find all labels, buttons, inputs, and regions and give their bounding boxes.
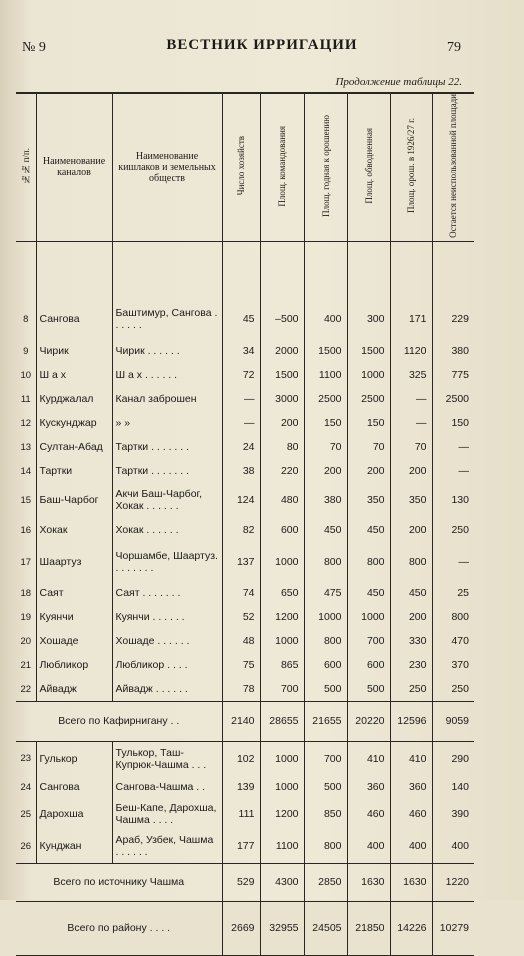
total-district-row: [16, 901, 474, 955]
irrigated-area-value: 171: [390, 299, 432, 339]
remaining-area-value: 290: [432, 741, 474, 775]
watered-area-value: 150: [347, 411, 390, 435]
remaining-area-value: 470: [432, 629, 474, 653]
col-suitable-header: Площ. годная к орошению: [304, 93, 347, 241]
irrigated-area-value: 450: [390, 581, 432, 605]
command-area-value: 200: [260, 411, 304, 435]
command-area-value: 1200: [260, 605, 304, 629]
watered-area-value: 1000: [347, 363, 390, 387]
remaining-area-value: 150: [432, 411, 474, 435]
irrigated-area-value: 350: [390, 483, 432, 517]
watered-area-value: 800: [347, 543, 390, 581]
remaining-area-value: 229: [432, 299, 474, 339]
total-district-label: Всего по району . . . .: [67, 922, 171, 935]
watered-area-value: 350: [347, 483, 390, 517]
village-name: Тулькор, Таш-Купрюк-Чашма . . .: [112, 741, 222, 775]
watered-area-value: 450: [347, 517, 390, 543]
table-row: [16, 339, 474, 363]
total-value: 2669: [222, 901, 260, 955]
irrigated-area-value: 360: [390, 775, 432, 799]
command-area-value: 1100: [260, 829, 304, 863]
irrigated-area-value: 200: [390, 605, 432, 629]
row-number: 16: [20, 524, 32, 536]
row-number: 8: [23, 313, 29, 325]
suitable-area-value: 200: [304, 459, 347, 483]
suitable-area-value: 450: [304, 517, 347, 543]
command-area-value: 1000: [260, 775, 304, 799]
total-chashma-row: [16, 863, 474, 901]
table-row: [16, 483, 474, 517]
row-number: 10: [20, 369, 32, 381]
suitable-area-value: 475: [304, 581, 347, 605]
canal-name: Куянчи: [36, 605, 112, 629]
total-kafirnigan-row: [16, 701, 474, 741]
watered-area-value: 600: [347, 653, 390, 677]
suitable-area-value: 400: [304, 299, 347, 339]
watered-area-value: 1500: [347, 339, 390, 363]
total-value: 24505: [304, 901, 347, 955]
total-value: 2140: [222, 701, 260, 741]
village-name: Тартки . . . . . . .: [112, 459, 222, 483]
total-value: 1630: [347, 863, 390, 901]
total-value: 14226: [390, 901, 432, 955]
village-name: Сангова-Чашма . .: [112, 775, 222, 799]
watered-area-value: 200: [347, 459, 390, 483]
canal-name: Кускунджар: [36, 411, 112, 435]
command-area-value: 865: [260, 653, 304, 677]
canal-name: Султан-Абад: [36, 435, 112, 459]
remaining-area-value: 370: [432, 653, 474, 677]
row-number: 20: [20, 635, 32, 647]
village-name: Чирик . . . . . .: [112, 339, 222, 363]
row-number: 17: [20, 556, 32, 568]
households-value: 78: [222, 677, 260, 701]
remaining-area-value: 775: [432, 363, 474, 387]
table-row: [16, 459, 474, 483]
suitable-area-value: 1000: [304, 605, 347, 629]
total-value: 1630: [390, 863, 432, 901]
table-row: [16, 543, 474, 581]
row-number: 14: [20, 465, 32, 477]
canal-name: Тартки: [36, 459, 112, 483]
canal-name: Курджалал: [36, 387, 112, 411]
issue-number: № 9: [22, 40, 46, 55]
suitable-area-value: 800: [304, 543, 347, 581]
irrigated-area-value: 400: [390, 829, 432, 863]
command-area-value: –500: [260, 299, 304, 339]
suitable-area-value: 1100: [304, 363, 347, 387]
irrigated-area-value: —: [390, 411, 432, 435]
households-value: 137: [222, 543, 260, 581]
irrigated-area-value: 1120: [390, 339, 432, 363]
remaining-area-value: 25: [432, 581, 474, 605]
suitable-area-value: 70: [304, 435, 347, 459]
households-value: 34: [222, 339, 260, 363]
village-name: Ш а х . . . . . .: [112, 363, 222, 387]
table-row: [16, 775, 474, 799]
command-area-value: 1500: [260, 363, 304, 387]
watered-area-value: 500: [347, 677, 390, 701]
households-value: 74: [222, 581, 260, 605]
canal-name: Кунджан: [36, 829, 112, 863]
command-area-value: 1200: [260, 799, 304, 829]
village-name: Тартки . . . . . . .: [112, 435, 222, 459]
page-number: 79: [447, 40, 461, 55]
suitable-area-value: 1500: [304, 339, 347, 363]
village-name: Канал заброшен: [112, 387, 222, 411]
village-name: » »: [112, 411, 222, 435]
total-value: 28655: [260, 701, 304, 741]
table-row: [16, 629, 474, 653]
households-value: 45: [222, 299, 260, 339]
table-row: [16, 677, 474, 701]
col-canal-header: Наименование каналов: [36, 93, 112, 241]
command-area-value: 1000: [260, 543, 304, 581]
table-row: [16, 387, 474, 411]
watered-area-value: 360: [347, 775, 390, 799]
suitable-area-value: 800: [304, 829, 347, 863]
irrigated-area-value: —: [390, 387, 432, 411]
watered-area-value: 450: [347, 581, 390, 605]
command-area-value: 3000: [260, 387, 304, 411]
table-row: [16, 517, 474, 543]
command-area-value: 1000: [260, 741, 304, 775]
table-header-row: [16, 93, 474, 241]
watered-area-value: 410: [347, 741, 390, 775]
command-area-value: 2000: [260, 339, 304, 363]
row-number: 23: [20, 753, 32, 765]
row-number: 25: [20, 808, 32, 820]
command-area-value: 600: [260, 517, 304, 543]
spacer-row: [16, 241, 474, 299]
households-value: 102: [222, 741, 260, 775]
canal-name: Саят: [36, 581, 112, 605]
table-row: [16, 799, 474, 829]
canal-name: Хокак: [36, 517, 112, 543]
canal-name: Чирик: [36, 339, 112, 363]
total-value: 529: [222, 863, 260, 901]
households-value: 111: [222, 799, 260, 829]
irrigated-area-value: 460: [390, 799, 432, 829]
suitable-area-value: 800: [304, 629, 347, 653]
households-value: 72: [222, 363, 260, 387]
irrigated-area-value: 200: [390, 459, 432, 483]
suitable-area-value: 600: [304, 653, 347, 677]
households-value: —: [222, 411, 260, 435]
households-value: 38: [222, 459, 260, 483]
remaining-area-value: 250: [432, 677, 474, 701]
canal-name: Гулькор: [36, 741, 112, 775]
village-name: Айвадж . . . . . .: [112, 677, 222, 701]
canal-name: Дарохша: [36, 799, 112, 829]
irrigated-area-value: 250: [390, 677, 432, 701]
total-value: 20220: [347, 701, 390, 741]
col-households-header: Число хозяйств: [222, 93, 260, 241]
table-row: [16, 653, 474, 677]
remaining-area-value: 130: [432, 483, 474, 517]
total-value: 10279: [432, 901, 474, 955]
watered-area-value: 1000: [347, 605, 390, 629]
table-row: [16, 363, 474, 387]
command-area-value: 220: [260, 459, 304, 483]
irrigated-area-value: 200: [390, 517, 432, 543]
suitable-area-value: 380: [304, 483, 347, 517]
total-value: 9059: [432, 701, 474, 741]
canal-name: Сангова: [36, 299, 112, 339]
village-name: Араб, Узбек, Чашма . . . . . .: [112, 829, 222, 863]
row-number: 19: [20, 611, 32, 623]
remaining-area-value: 390: [432, 799, 474, 829]
canal-name: Шаартуз: [36, 543, 112, 581]
row-number: 11: [20, 393, 31, 405]
remaining-area-value: 800: [432, 605, 474, 629]
table-row: [16, 581, 474, 605]
village-name: Куянчи . . . . . .: [112, 605, 222, 629]
col-villages-header: Наименование кишлаков и земельных обществ: [112, 93, 222, 241]
remaining-area-value: 380: [432, 339, 474, 363]
village-name: Акчи Баш-Чарбог, Хокак . . . . . .: [112, 483, 222, 517]
households-value: 82: [222, 517, 260, 543]
suitable-area-value: 850: [304, 799, 347, 829]
households-value: 52: [222, 605, 260, 629]
canal-name: Сангова: [36, 775, 112, 799]
village-name: Беш-Капе, Дарохша, Чашма . . . .: [112, 799, 222, 829]
households-value: 124: [222, 483, 260, 517]
col-irrigated-header: Площ. орош. в 1926/27 г.: [390, 93, 432, 241]
households-value: —: [222, 387, 260, 411]
remaining-area-value: 140: [432, 775, 474, 799]
row-number: 21: [20, 659, 32, 671]
remaining-area-value: 2500: [432, 387, 474, 411]
households-value: 48: [222, 629, 260, 653]
col-remaining-header: Остается неиспользованной площади: [432, 93, 474, 241]
table-row: [16, 299, 474, 339]
households-value: 177: [222, 829, 260, 863]
irrigated-area-value: 800: [390, 543, 432, 581]
row-number: 24: [20, 781, 32, 793]
village-name: Баштимур, Сангова . . . . . .: [112, 299, 222, 339]
watered-area-value: 400: [347, 829, 390, 863]
irrigated-area-value: 70: [390, 435, 432, 459]
suitable-area-value: 2500: [304, 387, 347, 411]
irrigated-area-value: 410: [390, 741, 432, 775]
col-command-header: Площ. командования: [260, 93, 304, 241]
row-number: 12: [20, 417, 32, 429]
watered-area-value: 700: [347, 629, 390, 653]
row-number: 22: [20, 683, 32, 695]
watered-area-value: 2500: [347, 387, 390, 411]
total-value: 4300: [260, 863, 304, 901]
table-continuation-note: Продолжение таблицы 22.: [335, 76, 462, 88]
remaining-area-value: —: [432, 435, 474, 459]
row-number: 26: [20, 840, 32, 852]
table-row: [16, 605, 474, 629]
canal-name: Хошаде: [36, 629, 112, 653]
watered-area-value: 300: [347, 299, 390, 339]
table-row: [16, 411, 474, 435]
village-name: Хокак . . . . . .: [112, 517, 222, 543]
journal-title: ВЕСТНИК ИРРИГАЦИИ: [166, 37, 358, 53]
table-row: [16, 829, 474, 863]
remaining-area-value: 250: [432, 517, 474, 543]
command-area-value: 80: [260, 435, 304, 459]
suitable-area-value: 500: [304, 775, 347, 799]
irrigated-area-value: 230: [390, 653, 432, 677]
row-number: 18: [20, 587, 32, 599]
canal-name: Ш а х: [36, 363, 112, 387]
village-name: Любликор . . . .: [112, 653, 222, 677]
households-value: 24: [222, 435, 260, 459]
suitable-area-value: 700: [304, 741, 347, 775]
remaining-area-value: 400: [432, 829, 474, 863]
watered-area-value: 70: [347, 435, 390, 459]
row-number: 13: [20, 441, 32, 453]
households-value: 139: [222, 775, 260, 799]
village-name: Саят . . . . . . .: [112, 581, 222, 605]
total-value: 2850: [304, 863, 347, 901]
total-chashma-label: Всего по источнику Чашма: [53, 876, 185, 889]
remaining-area-value: —: [432, 543, 474, 581]
village-name: Хошаде . . . . . .: [112, 629, 222, 653]
watered-area-value: 460: [347, 799, 390, 829]
command-area-value: 700: [260, 677, 304, 701]
irrigation-table: [16, 92, 474, 956]
row-number: 15: [20, 494, 32, 506]
suitable-area-value: 500: [304, 677, 347, 701]
command-area-value: 650: [260, 581, 304, 605]
irrigated-area-value: 325: [390, 363, 432, 387]
command-area-value: 1000: [260, 629, 304, 653]
total-kafirnigan-label: Всего по Кафирнигану . .: [58, 715, 180, 728]
total-value: 21655: [304, 701, 347, 741]
table-row: [16, 435, 474, 459]
col-watered-header: Площ. обводненная: [347, 93, 390, 241]
total-value: 32955: [260, 901, 304, 955]
households-value: 75: [222, 653, 260, 677]
table-row: [16, 741, 474, 775]
suitable-area-value: 150: [304, 411, 347, 435]
irrigated-area-value: 330: [390, 629, 432, 653]
row-number: 9: [23, 345, 29, 357]
total-value: 21850: [347, 901, 390, 955]
command-area-value: 480: [260, 483, 304, 517]
canal-name: Айвадж: [36, 677, 112, 701]
remaining-area-value: —: [432, 459, 474, 483]
canal-name: Любликор: [36, 653, 112, 677]
total-value: 1220: [432, 863, 474, 901]
village-name: Чоршамбе, Шаартуз. . . . . . . .: [112, 543, 222, 581]
total-value: 12596: [390, 701, 432, 741]
col-num-header: №№ п/п.: [20, 147, 31, 185]
canal-name: Баш-Чарбог: [36, 483, 112, 517]
